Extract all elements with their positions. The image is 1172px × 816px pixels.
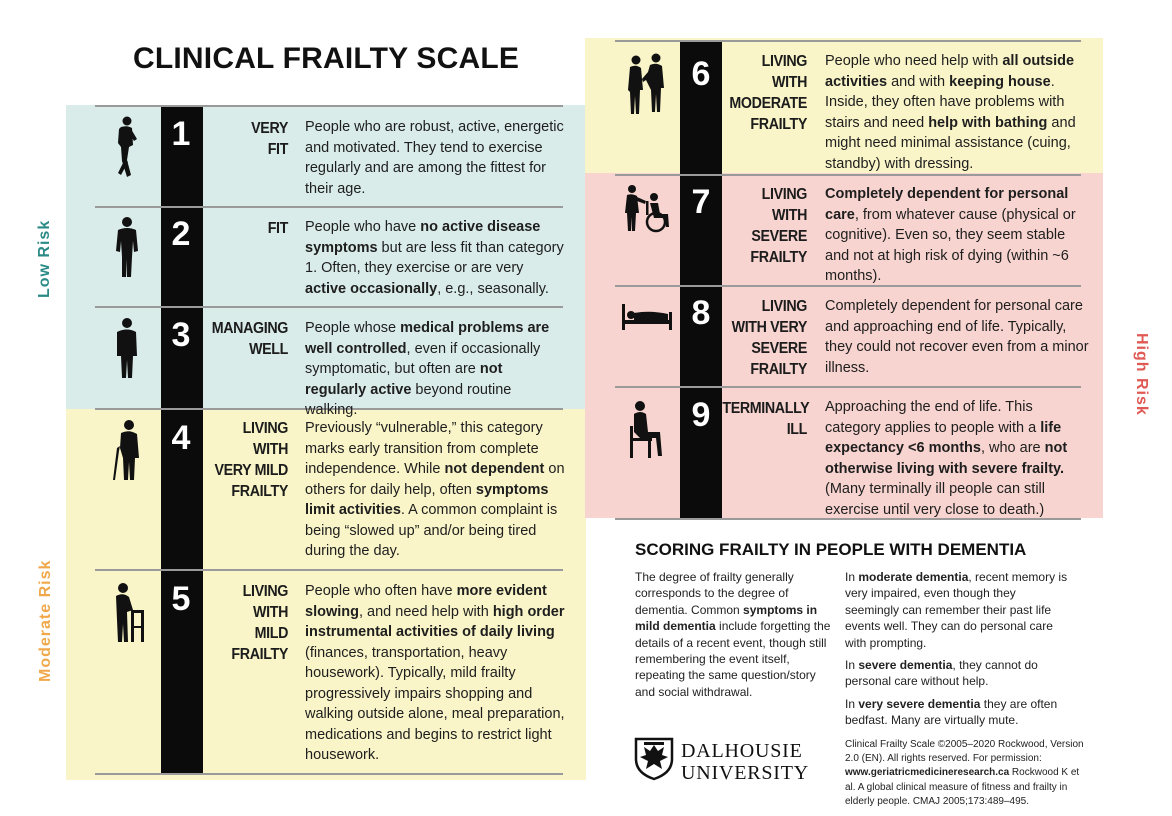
level-description-5: People who often have more evident slowing, and need help with high order instrumental activities of daily living (finances, transportation, heavy housework). Typically, mild frailty progressively impairs shopping and walking outside alone, meal preparation, medications and begins to restrict light housework.	[305, 583, 565, 763]
bed-icon	[620, 302, 674, 332]
level-description-8: Completely dependent for personal care and approaching end of life. Typically, they could not recover even from a minor illness.	[825, 298, 1089, 376]
university-name: DALHOUSIE UNIVERSITY	[681, 740, 809, 784]
copyright-credit: Clinical Frailty Scale ©2005–2020 Rockwood, Version 2.0 (EN). All rights reserved. For permission: www.geriatricmedicineresearch.ca Rockwood K et al. A global clinical measure of fitness and frailty in elderly people. CMAJ 2005;173:489–495.	[845, 739, 1084, 807]
level-description-1: People who are robust, active, energetic and motivated. They tend to exercise regularly and are among the fittest for their age.	[305, 119, 564, 197]
level-label-1: VERY FIT	[251, 120, 288, 158]
level-label-8: LIVING WITH VERY SEVERE FRAILTY	[731, 298, 807, 378]
person-with-cane-icon	[107, 418, 147, 484]
level-description-9: Approaching the end of life. This category applies to people with a life expectancy <6 months, who are not otherwise living with severe frailty. (Many terminally ill people can still exercise until very close to death.)	[825, 399, 1068, 518]
moderate-risk-label: Moderate Risk	[37, 559, 54, 682]
dementia-section-title: SCORING FRAILTY IN PEOPLE WITH DEMENTIA	[635, 540, 1027, 559]
runner-icon	[107, 115, 147, 181]
walking-person-icon	[107, 316, 147, 382]
page-title: CLINICAL FRAILTY SCALE	[133, 42, 520, 75]
level-label-3: MANAGING WELL	[211, 320, 288, 358]
row-divider	[95, 105, 563, 107]
low-risk-label: Low Risk	[36, 219, 53, 298]
level-number-9: 9	[691, 396, 711, 434]
dementia-right-column: In moderate dementia, recent memory is very impaired, even though they seemingly can remember their past life events well. They can do personal care with prompting. In severe dementia, they cannot do personal care without help. In very severe dementia they are often bedfast. Many are virtually mute.	[845, 570, 1068, 728]
level-number-5: 5	[171, 580, 191, 618]
row-divider	[95, 569, 563, 571]
level-description-3: People whose medical problems are well controlled, even if occasionally symptomatic, but often are not regularly active beyond routine walking.	[305, 320, 550, 418]
level-label-9: TERMINALLY ILL	[722, 400, 810, 438]
dementia-left-column: The degree of frailty generally corresponds to the degree of dementia. Common symptoms in mild dementia include forgetting the details of a recent event, though still remembering the event itself, repeating the same question/story and social withdrawal.	[635, 570, 831, 699]
level-description-4: Previously “vulnerable,” this category marks early transition from complete independence. While not dependent on others for daily help, often symptoms limit activities. A common complaint is being “slowed up” and/or being tired during the day.	[305, 420, 565, 559]
level-description-6: People who need help with all outside activities and with keeping house. Inside, they often have problems with stairs and need help with bathing and might need minimal assistance (cuing, standby) with dressing.	[825, 53, 1076, 172]
row-divider	[95, 306, 563, 308]
level-number-7: 7	[691, 183, 711, 221]
level-description-7: Completely dependent for personal care, from whatever cause (physical or cognitive). Even so, they seem stable and not at high risk of dying (within ~6 months).	[825, 186, 1076, 284]
level-label-4: LIVING WITH VERY MILD FRAILTY	[214, 420, 288, 500]
level-number-2: 2	[171, 215, 191, 253]
level-label-7: LIVING WITH SEVERE FRAILTY	[750, 186, 807, 266]
level-number-4: 4	[171, 419, 191, 457]
seated-person-icon	[626, 398, 668, 462]
row-divider	[615, 40, 1081, 42]
person-with-walker-icon	[107, 580, 147, 646]
level-label-5: LIVING WITH MILD FRAILTY	[231, 583, 288, 663]
assisted-walking-icon	[624, 52, 670, 118]
row-divider	[615, 386, 1081, 388]
level-number-6: 6	[691, 55, 711, 93]
standing-person-icon	[107, 215, 147, 281]
level-number-8: 8	[691, 294, 711, 332]
dalhousie-crest-icon	[634, 737, 674, 781]
high-risk-label: High Risk	[1133, 333, 1150, 416]
level-number-1: 1	[171, 115, 191, 153]
scale-bar-right	[680, 40, 722, 518]
level-label-2: FIT	[267, 220, 288, 237]
level-description-2: People who have no active disease symptoms but are less fit than category 1. Often, they exercise or are very active occasionally, e.g., seasonally.	[305, 219, 564, 297]
wheelchair-icon	[622, 183, 674, 233]
level-label-6: LIVING WITH MODERATE FRAILTY	[729, 53, 807, 133]
row-divider	[615, 174, 1081, 176]
row-divider	[95, 206, 563, 208]
level-number-3: 3	[171, 316, 191, 354]
row-divider	[95, 773, 563, 775]
